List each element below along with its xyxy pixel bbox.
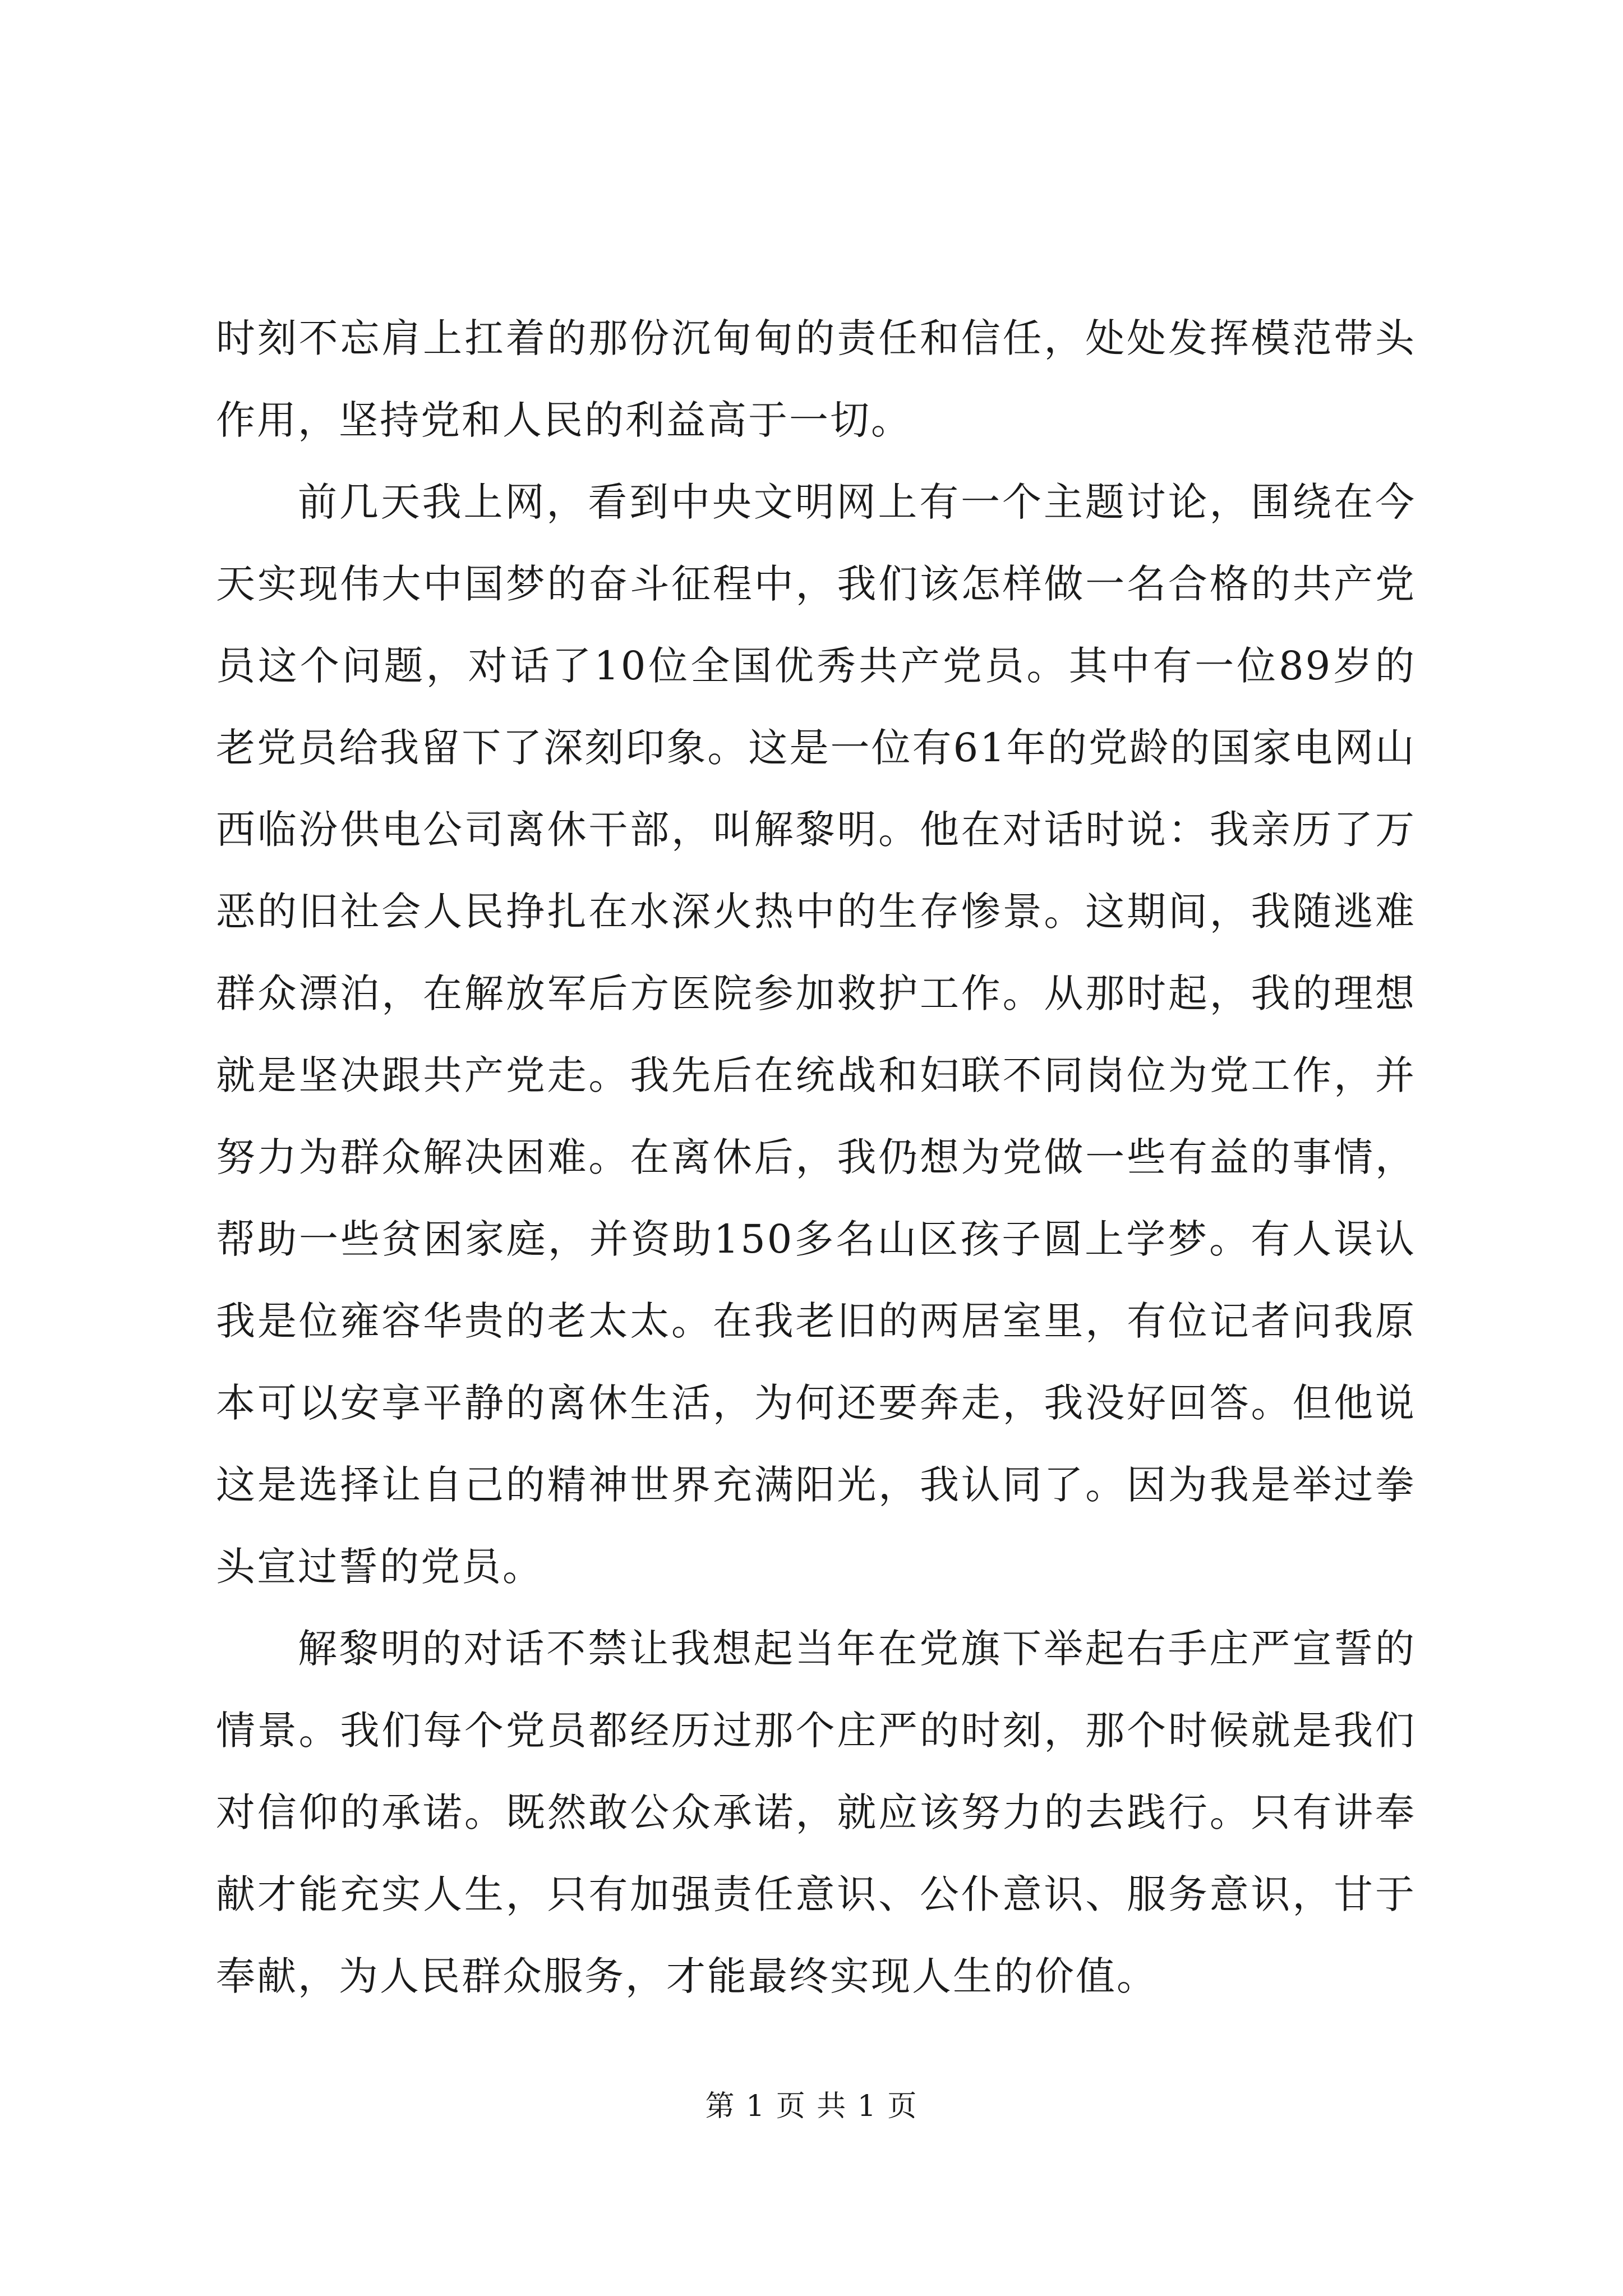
- page-number-label: 第 1 页 共 1 页: [705, 2090, 918, 2123]
- paragraph-3: 解黎明的对话不禁让我想起当年在党旗下举起右手庄严宣誓的情景。我们每个党员都经历过那个庄严的时刻，那个时候就是我们对信仰的承诺。既然敢公众承诺，就应该努力的去践行。只有讲奉献才能充实人生，只有加强责任意识、公仆意识、服务意识，甘于奉献，为人民群众服务，才能最终实现人生的价值。: [216, 1626, 1416, 1999]
- paragraph-2: 前几天我上网，看到中央文明网上有一个主题讨论，围绕在今天实现伟大中国梦的奋斗征程中，我们该怎样做一名合格的共产党员这个问题，对话了10位全国优秀共产党员。其中有一位89岁的老党员给我留下了深刻印象。这是一位有61年的党龄的国家电网山西临汾供电公司离休干部，叫解黎明。他在对话时说：我亲历了万恶的旧社会人民挣扎在水深火热中的生存惨景。这期间，我随逃难群众漂泊，在解放军后方医院参加救护工作。从那时起，我的理想就是坚决跟共产党走。我先后在统战和妇联不同岗位为党工作，并努力为群众解决困难。在离休后，我仍想为党做一些有益的事情，帮助一些贫困家庭，并资助150多名山区孩子圆上学梦。有人误认我是位雍容华贵的老太太。在我老旧的两居室里，有位记者问我原本可以安享平静的离休生活，为何还要奔走，我没好回答。但他说这是选择让自己的精神世界充满阳光，我认同了。因为我是举过拳头宣过誓的党员。: [216, 479, 1416, 1590]
- document-body: [216, 297, 1416, 2017]
- page-footer: [0, 2087, 1623, 2126]
- paragraph-1: 时刻不忘肩上扛着的那份沉甸甸的责任和信任，处处发挥模范带头作用，坚持党和人民的利益高于一切。: [216, 315, 1416, 443]
